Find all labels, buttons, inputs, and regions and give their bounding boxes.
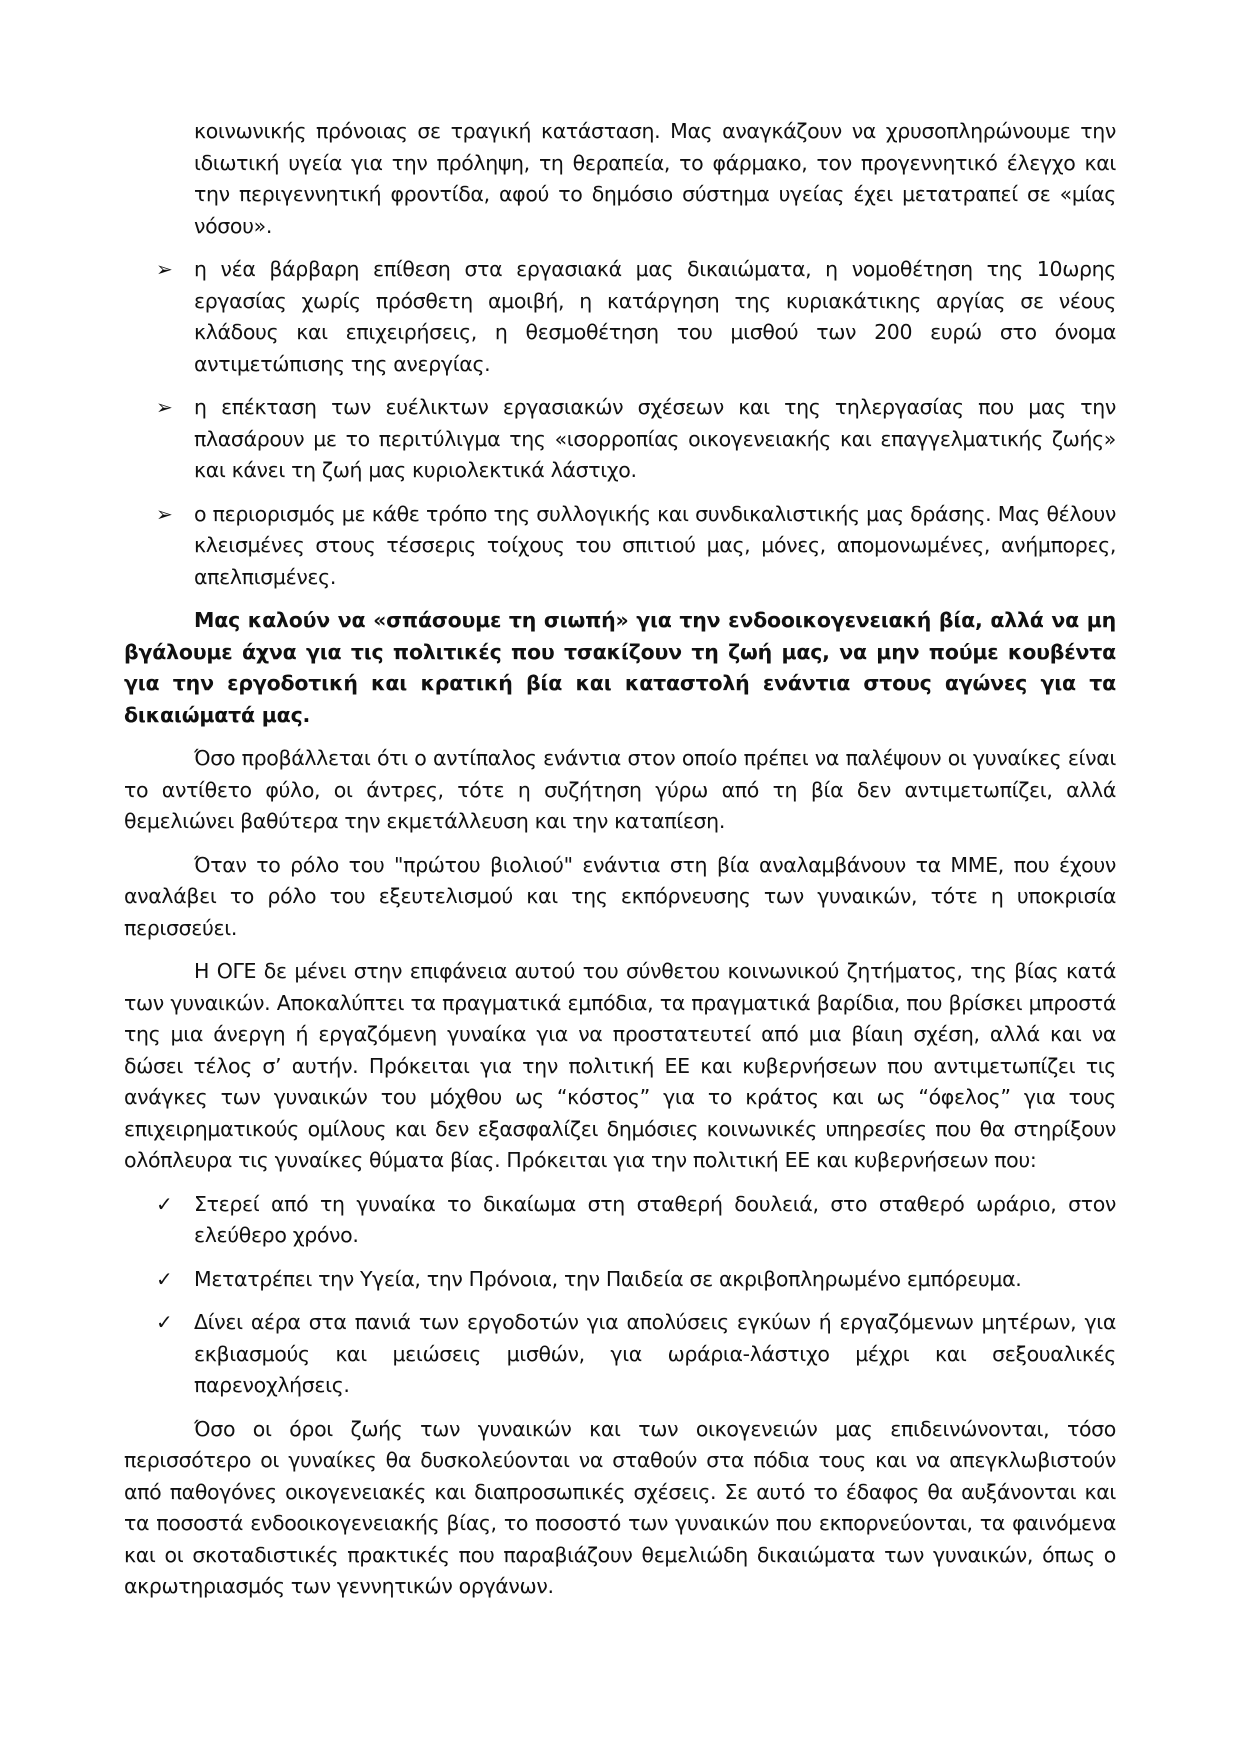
check-bullet-list <box>124 1189 1116 1402</box>
list-item <box>124 254 1116 380</box>
document-page <box>124 116 1116 1603</box>
bold-paragraph: Μας καλούν να «σπάσουμε τη σιωπή» για την ενδοοικογενειακή βία, αλλά να μη βγάλουμε άχνα για τις πολιτικές που τσακίζουν τη ζωή μας, να μην πούμε κουβέντα για την εργοδοτική και κρατική βία και καταστολή ενάντια στους αγώνες για τα δικαιώματά μας. <box>124 608 1116 727</box>
checkmark-icon: ✓ <box>156 1310 173 1334</box>
list-item <box>124 499 1116 594</box>
document-body <box>124 116 1116 1603</box>
list-item-text: η επέκταση των ευέλικτων εργασιακών σχέσεων και της τηλεργασίας που μας την πλασάρουν με το περιτύλιγμα της «ισορροπίας οικογενειακής και επαγγελματικής ζωής» και κάνει τη ζωή μας κυριολεκτικά λάστιχο. <box>194 395 1116 482</box>
list-item <box>124 1189 1116 1252</box>
checkmark-icon: ✓ <box>156 1191 173 1216</box>
arrow-bullet-icon: ➢ <box>156 501 173 526</box>
intro-continuation: κοινωνικής πρόνοιας σε τραγική κατάσταση. Μας αναγκάζουν να χρυσοπληρώνουμε την ιδιωτική υγεία για την πρόληψη, τη θεραπεία, το φάρμακο, τον προγεννητικό έλεγχο και την περιγεννητική φροντίδα, αφού το δημόσιο σύστημα υγείας έχει μετατραπεί σε «μίας νόσου». <box>194 119 1116 238</box>
body-paragraph: Η ΟΓΕ δε μένει στην επιφάνεια αυτού του σύνθετου κοινωνικού ζητήματος, της βίας κατά των γυναικών. Αποκαλύπτει τα πραγματικά εμπόδια, τα πραγματικά βαρίδια, που βρίσκει μπροστά της μια άνεργη ή εργαζόμενη γυναίκα για να προστατευτεί από μια βίαιη σχέση, αλλά και να δώσει τέλος σ’ αυτήν. Πρόκειται για την πολιτική ΕΕ και κυβερνήσεων που αντιμετωπίζει τις ανάγκες των γυναικών του μόχθου ως “κόστος” για το κράτος και ως “όφελος” για τους επιχειρηματικούς ομίλους και δεν εξασφαλίζει δημόσιες κοινωνικές υπηρεσίες που θα στηρίξουν ολόπλευρα τις γυναίκες θύματα βίας. Πρόκειται για την πολιτική ΕΕ και κυβερνήσεων που: <box>124 959 1116 1172</box>
arrow-bullet-list <box>124 254 1116 593</box>
list-item <box>124 392 1116 487</box>
list-item-text: Δίνει αέρα στα πανιά των εργοδοτών για απολύσεις εγκύων ή εργαζόμενων μητέρων, για εκβιασμούς και μειώσεις μισθών, για ωράρια-λάστιχο μέχρι και σεξουαλικές παρενοχλήσεις. <box>194 1310 1116 1397</box>
list-item <box>124 1307 1116 1402</box>
list-item-text: η νέα βάρβαρη επίθεση στα εργασιακά μας δικαιώματα, η νομοθέτηση της 10ωρης εργασίας χωρίς πρόσθετη αμοιβή, η κατάργηση της κυριακάτικης αργίας σε νέους κλάδους και επιχειρήσεις, η θεσμοθέτηση του μισθού των 200 ευρώ στο όνομα αντιμετώπισης της ανεργίας. <box>194 257 1116 376</box>
body-paragraph: Όσο προβάλλεται ότι ο αντίπαλος ενάντια στον οποίο πρέπει να παλέψουν οι γυναίκες είναι το αντίθετο φύλο, οι άντρες, τότε η συζήτηση γύρω από τη βία δεν αντιμετωπίζει, αλλά θεμελιώνει βαθύτερα την εκμετάλλευση και την καταπίεση. <box>124 746 1116 833</box>
checkmark-icon: ✓ <box>156 1266 173 1291</box>
arrow-bullet-icon: ➢ <box>156 395 173 419</box>
arrow-bullet-icon: ➢ <box>156 257 173 281</box>
list-item-text: Στερεί από τη γυναίκα το δικαίωμα στη σταθερή δουλειά, στο σταθερό ωράριο, στον ελεύθερο χρόνο. <box>194 1191 1116 1247</box>
list-item <box>124 1264 1116 1296</box>
list-item-text: Μετατρέπει την Υγεία, την Πρόνοια, την Παιδεία σε ακριβοπληρωμένο εμπόρευμα. <box>194 1266 1022 1291</box>
list-item-text: ο περιορισμός με κάθε τρόπο της συλλογικής και συνδικαλιστικής μας δράσης. Μας θέλουν κλεισμένες στους τέσσερις τοίχους του σπιτιού μας, μόνες, απομονωμένες, ανήμπορες, απελπισμένες. <box>194 501 1116 589</box>
body-paragraph: Όταν το ρόλο του "πρώτου βιολιού" ενάντια στη βία αναλαμβάνουν τα ΜΜΕ, που έχουν αναλάβει το ρόλο του εξευτελισμού και της εκπόρνευσης των γυναικών, τότε η υποκρισία περισσεύει. <box>124 852 1116 940</box>
closing-paragraph: Όσο οι όροι ζωής των γυναικών και των οικογενειών μας επιδεινώνονται, τόσο περισσότερο οι γυναίκες θα δυσκολεύονται να σταθούν στα πόδια τους και να απεγκλωβιστούν από παθογόνες οικογενειακές και διαπροσωπικές σχέσεις. Σε αυτό το έδαφος θα αυξάνονται και τα ποσοστά ενδοοικογενειακής βίας, το ποσοστό των γυναικών που εκπορνεύονται, τα φαινόμενα και οι σκοταδιστικές πρακτικές που παραβιάζουν θεμελιώδη δικαιώματα των γυναικών, όπως ο ακρωτηριασμός των γεννητικών οργάνων. <box>124 1416 1116 1598</box>
